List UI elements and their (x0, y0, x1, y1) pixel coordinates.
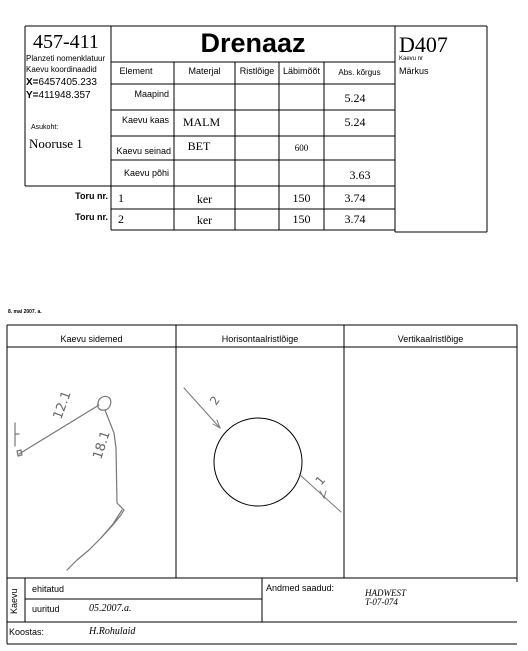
well-side-label: Kaevu (9, 588, 19, 614)
pipe-height: 3.74 (344, 191, 366, 205)
connections-sketch (7, 348, 176, 578)
coordinates-label: Kaevu koordinaadid (26, 65, 97, 74)
well-id-label: Kaevu nr (399, 56, 424, 62)
author-value: H.Rohulaid (89, 626, 136, 637)
author-label: Koostas: (9, 627, 45, 637)
page-title: Drenaaz (200, 28, 306, 58)
connection-note-18-1: 18.1 (90, 429, 114, 462)
date-note: 8. mai 2007. a. (8, 309, 42, 315)
pipe-number: 1 (118, 191, 124, 205)
coordinate-y (26, 90, 91, 101)
table-cell-height: 3.63 (349, 168, 371, 182)
table-cell-material: BET (187, 139, 211, 153)
connections-header: Kaevu sidemed (60, 334, 123, 344)
surveyed-value: 05.2007.a. (89, 603, 132, 614)
table-cell-diameter: 600 (294, 143, 309, 153)
pipe-label: Toru nr. (75, 212, 108, 222)
sheet-number: 457-411 (33, 31, 99, 53)
pipe-number: 2 (118, 212, 124, 226)
table-header-element: Element (119, 66, 153, 76)
horizontal-section-sketch (176, 348, 344, 578)
location-label: Asukoht: (31, 124, 59, 131)
table-cell-height: 5.24 (344, 91, 366, 105)
table-cell-height: 5.24 (344, 115, 366, 129)
table-header-section: Ristlõige (239, 66, 275, 76)
built-label: ehitatud (32, 584, 65, 594)
pipe-diameter: 150 (292, 191, 311, 205)
table-cell-element: Maapind (134, 89, 169, 99)
pipe-height: 3.74 (344, 212, 366, 226)
table-cell-material: MALM (182, 115, 221, 129)
table-cell-element: Kaevu kaas (121, 115, 169, 125)
table-header-material: Materjal (188, 66, 221, 76)
pipe-label: Toru nr. (75, 191, 108, 201)
pipe-diameter: 150 (292, 212, 311, 226)
pipe-mark-1: 1 (312, 473, 329, 488)
table-header-height: Abs. kõrgus (338, 68, 381, 77)
horizontal-section-header: Horisontaalristlõige (221, 334, 299, 344)
connection-note-12-1: 12.1 (50, 389, 75, 422)
coordinate-x-label: X= (26, 77, 39, 88)
data-source-label: Andmed saadud: (266, 583, 335, 593)
data-source-code: T-07-074 (365, 597, 398, 607)
coordinate-y-label: Y= (26, 90, 39, 101)
table-cell-element: Kaevu seinad (116, 146, 171, 156)
vertical-section-header: Vertikaalristlõige (397, 334, 464, 344)
pipe-mark-2: 2 (206, 393, 223, 408)
coordinate-x (26, 77, 97, 88)
coordinate-x-value: 6457405.233 (38, 77, 97, 88)
remarks-label: Märkus (399, 66, 429, 76)
pipe-material: ker (196, 213, 213, 227)
pipe-material: ker (196, 192, 213, 206)
sheet-number-label: Planzeti nomenklatuur (26, 54, 106, 63)
coordinate-y-value: 411948.357 (38, 90, 91, 101)
table-header-diameter: Läbimõõt (282, 66, 321, 76)
well-circle (214, 418, 302, 506)
surveyed-label: uuritud (32, 604, 60, 614)
well-id: D407 (399, 32, 448, 57)
location-value: Nooruse 1 (29, 136, 83, 151)
table-cell-element: Kaevu põhi (123, 168, 169, 178)
data-source-value: HADWEST (365, 588, 406, 598)
